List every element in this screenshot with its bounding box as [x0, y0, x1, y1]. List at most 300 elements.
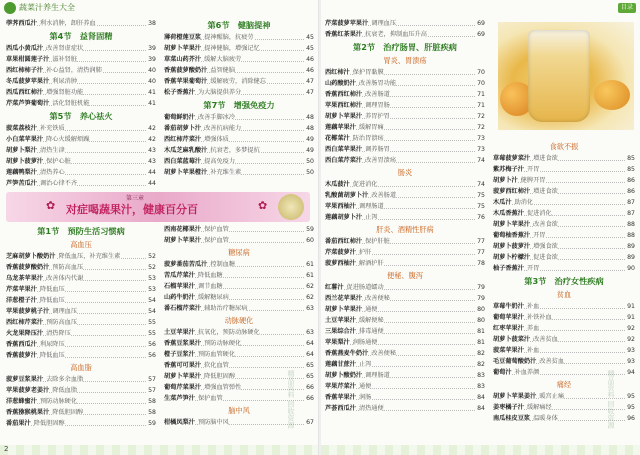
recipe-name: 香蕉燕麦牛奶汁: [325, 350, 369, 357]
recipe-benefit: 改善贫血: [539, 358, 565, 365]
recipe-benefit: 降低血脂: [52, 387, 78, 394]
recipe-name: 芦笋苦瓜汁: [6, 180, 37, 187]
page-ref: 61: [306, 272, 314, 279]
recipe-benefit: 补充维生素: [210, 169, 242, 176]
recipe-name: 草莓牛奶汁: [493, 303, 524, 310]
toc-entry: [164, 145, 314, 156]
juice-glass-icon: [528, 30, 590, 122]
page-ref: 92: [627, 336, 635, 343]
toc-entry: [6, 284, 156, 295]
watermark: 精品资料 回收资源: [287, 370, 295, 429]
recipe-benefit: 清热生津: [39, 147, 65, 154]
page-ref: 88: [627, 232, 635, 239]
recipe-benefit: 补血养颜: [514, 369, 540, 376]
category-heading: 糖尿病: [228, 248, 250, 257]
recipe-name: 土豆苹果汁: [325, 317, 356, 324]
recipe-name: 番茄果汁: [6, 420, 31, 427]
toc-entry: [164, 76, 314, 87]
toc-entry: [6, 178, 156, 189]
recipe-name: 菠萝西柚汁: [325, 260, 356, 267]
toc-entry: [325, 370, 485, 381]
toc-entry: [164, 235, 314, 246]
page-ref: 94: [627, 369, 635, 376]
recipe-name: 胡萝卜苹果汁: [325, 306, 363, 313]
toc-entry: [164, 292, 314, 303]
left-header: [0, 0, 319, 16]
recipe-name: 香蕉菠萝酸奶汁: [164, 67, 208, 74]
recipe-name: 石榴苹果汁: [164, 283, 195, 290]
toc-entry: [325, 67, 485, 78]
recipe-benefit: 改善体内代谢: [46, 275, 84, 282]
page-ref: 82: [477, 350, 485, 357]
page-ref: 83: [477, 383, 485, 390]
toc-entry: [325, 392, 485, 403]
recipe-benefit: 调理肠道: [365, 372, 390, 379]
page-ref: 91: [627, 303, 635, 310]
recipe-benefit: 降低血压: [39, 286, 65, 293]
chapter-number: 第三章: [126, 195, 145, 202]
toc-entry: [6, 328, 156, 339]
recipe-benefit: 利尿降压: [39, 341, 65, 348]
toc-entry: [164, 303, 314, 314]
page-ref: 42: [148, 125, 156, 132]
page-ref: 87: [627, 199, 635, 206]
category-heading: 高血脂: [70, 363, 92, 372]
toc-entry: [6, 65, 156, 76]
toc-entry: [493, 356, 635, 367]
page-ref: 65: [306, 373, 314, 380]
recipe-benefit: 缓解便秘: [358, 317, 384, 324]
toc-entry: [325, 179, 485, 190]
recipe-name: 胡萝卜菠萝汁: [493, 243, 531, 250]
section-heading: 第3节 治疗女性疾病: [524, 276, 604, 286]
page-ref: 92: [627, 325, 635, 332]
recipe-name: 红枣苹果汁: [493, 325, 524, 332]
toc-entry: [325, 304, 485, 315]
recipe-name: 苹果西柚汁: [325, 203, 356, 210]
toc-entry: [493, 230, 635, 241]
toc-entry: [6, 306, 156, 317]
recipe-name: 番石榴芹菜汁: [164, 305, 202, 312]
recipe-benefit: 开胃: [526, 166, 540, 173]
toc-entry: [325, 111, 485, 122]
page-ref: 69: [477, 20, 485, 27]
recipe-benefit: 改善抗病能力: [204, 125, 242, 132]
recipe-benefit: 养血: [526, 325, 540, 332]
toc-entry: [6, 396, 156, 407]
toc-entry: [164, 87, 314, 98]
recipe-benefit: 抗氧化，预防动脉硬化: [197, 329, 260, 336]
page-ref: 41: [148, 100, 156, 107]
recipe-name: 花椰菜汁: [325, 135, 350, 142]
recipe-benefit: 提神健脑，增强记忆: [204, 45, 260, 52]
recipe-benefit: 改善胃溃疡: [365, 157, 397, 164]
recipe-benefit: 抗衰老，抑制血压升高: [365, 31, 427, 38]
toc-entry: [6, 18, 156, 29]
page-ref: 45: [306, 45, 314, 52]
toc-entry: [164, 327, 314, 338]
recipe-benefit: 润肠通便: [352, 339, 378, 346]
recipe-benefit: 降低胆固醇: [33, 420, 65, 427]
page-ref: 38: [148, 20, 156, 27]
toc-entry: [164, 270, 314, 281]
toc-entry: [493, 334, 635, 345]
page-ref: 62: [306, 283, 314, 290]
recipe-benefit: 去除多余血脂: [46, 376, 84, 383]
recipe-benefit: 增强体质: [204, 136, 229, 143]
page-ref: 57: [148, 376, 156, 383]
recipe-name: 芦荟西瓜汁: [325, 405, 356, 412]
toc-entry: [493, 312, 635, 323]
page-ref: 52: [148, 253, 156, 260]
toc-entry: [6, 262, 156, 273]
category-heading: 食欲不振: [549, 142, 579, 151]
toc-entry: [493, 153, 635, 164]
recipe-benefit: 排毒通便: [358, 328, 384, 335]
recipe-benefit: 改善便秘: [371, 350, 397, 357]
recipe-name: 胡萝卜苹果橙汁: [164, 169, 208, 176]
page-ref: 43: [148, 147, 156, 154]
recipe-benefit: 助消化: [514, 199, 534, 206]
recipe-name: 葡萄柚香蕉汁: [493, 232, 531, 239]
recipe-name: 胡萝卜汁: [493, 177, 518, 184]
recipe-name: 山药牛奶汁: [164, 294, 195, 301]
recipe-name: 火龙果降压汁: [6, 330, 44, 337]
recipe-benefit: 改善贫血: [533, 336, 558, 343]
page-ref: 52: [148, 264, 156, 271]
recipe-name: 胡萝卜苹果汁: [325, 113, 363, 120]
page-ref: 50: [306, 158, 314, 165]
toc-entry: [6, 251, 156, 262]
toc-entry: [6, 295, 156, 306]
toc-entry: [493, 175, 635, 186]
recipe-benefit: 利水消肿，卸肝养血: [39, 20, 96, 27]
toc-entry: [6, 134, 156, 145]
recipe-benefit: 提神醒脑，抗疲劳: [204, 34, 254, 41]
recipe-name: 莲藕苹果汁: [325, 124, 356, 131]
recipe-name: 胡萝卜苹果汁: [164, 45, 202, 52]
toc-entry: [164, 338, 314, 349]
recipe-name: 洋葱橙子汁: [6, 297, 37, 304]
recipe-benefit: 暖宫止痛: [539, 393, 565, 400]
category-heading: 肝炎、酒精性肝病: [376, 225, 434, 234]
recipe-benefit: 滋补肾脏: [52, 56, 78, 63]
category-heading: 痛经: [556, 380, 572, 389]
recipe-benefit: 补血: [526, 347, 540, 354]
page-ref: 53: [148, 286, 156, 293]
toc-entry: [493, 345, 635, 356]
page-ref: 55: [148, 330, 156, 337]
page-ref: 89: [627, 243, 635, 250]
toc-entry: [6, 156, 156, 167]
page-ref: 40: [148, 67, 156, 74]
page-ref: 56: [148, 341, 156, 348]
recipe-name: 木瓜芝麻乳酸汁: [164, 147, 208, 154]
toc-entry: [493, 197, 635, 208]
toc-entry: [164, 281, 314, 292]
page-ref: 66: [306, 395, 314, 402]
recipe-name: 芹菜菠萝汁: [325, 249, 356, 256]
recipe-name: 草莓菠萝菜汁: [493, 155, 531, 162]
recipe-name: 苹果菠萝桃子汁: [6, 308, 50, 315]
page-ref: 48: [306, 114, 314, 121]
toc-entry: [6, 87, 156, 98]
recipe-benefit: 缓解胃痛: [358, 124, 384, 131]
page-ref: 44: [148, 169, 156, 176]
book-logo-icon: [4, 2, 16, 14]
recipe-name: 香蕉菠萝汁: [6, 352, 37, 359]
toc-entry: [164, 259, 314, 270]
page-ref: 86: [627, 188, 635, 195]
recipe-benefit: 健脾开胃: [520, 177, 546, 184]
toc-entry: [164, 167, 314, 178]
toc-entry: [325, 201, 485, 212]
toc-entry: [493, 186, 635, 197]
recipe-name: 西红柿柿子汁: [6, 67, 44, 74]
toc-column-2: [164, 18, 314, 178]
toc-entry: [164, 65, 314, 76]
page-ref: 65: [306, 362, 314, 369]
recipe-benefit: 降低血压: [39, 352, 65, 359]
toc-entry: [325, 212, 485, 223]
recipe-benefit: 改善手脚冰冷: [197, 114, 236, 121]
page-ref: 49: [306, 136, 314, 143]
recipe-name: 胡萝卜苹果汁: [164, 373, 202, 380]
category-heading: 贫血: [556, 290, 572, 299]
recipe-benefit: 为大脑提供养分: [197, 89, 242, 96]
recipe-name: 草果柑圆莲子汁: [6, 56, 50, 63]
recipe-name: 莲藕甘蔗汁: [325, 361, 356, 368]
recipe-benefit: 增进食欲: [533, 155, 558, 162]
toc-entry: [325, 78, 485, 89]
toc-entry: [493, 241, 635, 252]
page-ref: 39: [148, 45, 156, 52]
category-heading: 高血压: [70, 240, 92, 249]
juice-photo: [498, 22, 634, 130]
toc-entry: [493, 323, 635, 334]
toc-entry: [325, 100, 485, 111]
page-ref: 72: [477, 124, 485, 131]
page-ref: 48: [306, 125, 314, 132]
category-heading: 脑中风: [228, 406, 250, 415]
page-ref: 70: [477, 80, 485, 87]
recipe-name: 葡萄汁: [493, 369, 512, 376]
recipe-benefit: 改善肠道: [365, 91, 390, 98]
recipe-name: 南瓜桂皮豆浆: [493, 415, 531, 422]
recipe-name: 毛豆葡萄酸奶汁: [493, 358, 537, 365]
toc-entry: [164, 134, 314, 145]
page-ref: 62: [306, 294, 314, 301]
recipe-name: 苹果菠萝老姜汁: [6, 387, 50, 394]
page-ref: 61: [306, 261, 314, 268]
page-ref: 67: [306, 419, 314, 426]
recipe-name: 松子香蕉汁: [164, 89, 195, 96]
toc-entry: [325, 133, 485, 144]
recipe-name: 西白菜蓝莓汁: [164, 158, 202, 165]
section-heading: 第5节 养心祛火: [49, 111, 113, 121]
recipe-benefit: 润肠: [358, 394, 372, 401]
toc-entry: [325, 89, 485, 100]
toc-entry: [164, 112, 314, 123]
page-ref: 55: [148, 319, 156, 326]
page-ref: 86: [627, 177, 635, 184]
recipe-name: 胡萝卜苹果姜汁: [493, 393, 537, 400]
recipe-name: 西红柿芹菜汁: [6, 319, 44, 326]
page-ref: 64: [306, 351, 314, 358]
left-page: [0, 0, 319, 455]
section-heading: 第7节 增强免疫力: [203, 100, 275, 110]
recipe-name: 西红柿汁: [325, 69, 350, 76]
toc-entry: [325, 348, 485, 359]
category-heading: 胃炎、胃溃疡: [383, 56, 427, 65]
left-footer-band: [0, 445, 319, 455]
recipe-name: 冬瓜菠萝苹果汁: [6, 78, 50, 85]
recipe-benefit: 缓解痛经: [526, 404, 552, 411]
recipe-benefit: 降低血糖: [197, 272, 223, 279]
page-ref: 69: [477, 31, 485, 38]
page-ref: 75: [477, 192, 485, 199]
recipe-name: 洋葱蜂蜜汁: [6, 398, 37, 405]
recipe-benefit: 通便: [365, 306, 378, 313]
orange-fruit-icon: [594, 80, 630, 110]
recipe-name: 胡萝卜柠檬汁: [493, 254, 531, 261]
page-ref: 70: [477, 69, 485, 76]
toc-entry: [325, 29, 485, 40]
recipe-benefit: 调理肠道: [358, 203, 384, 210]
recipe-name: 芝麻胡萝卜酸奶汁: [6, 253, 56, 260]
chapter-banner: [6, 192, 310, 222]
toc-column-5: [325, 18, 485, 414]
recipe-name: 西南花椰果汁: [164, 226, 202, 233]
toc-entry: [164, 54, 314, 65]
recipe-name: 山药酸奶汁: [325, 80, 356, 87]
page-ref: 90: [627, 265, 635, 272]
toc-entry: [6, 273, 156, 284]
page-ref: 46: [306, 56, 314, 63]
recipe-name: 莲藕胡萝卜汁: [325, 214, 363, 221]
section-heading: 第4节 益肾固精: [49, 31, 113, 41]
toc-entry: [493, 208, 635, 219]
page-ref: 50: [306, 169, 314, 176]
watermark: 精品资料 回收资源: [607, 370, 615, 429]
toc-entry: [164, 224, 314, 235]
toc-entry: [325, 337, 485, 348]
page-ref: 91: [627, 314, 635, 321]
toc-entry: [164, 123, 314, 134]
recipe-benefit: 抗衰老，多梦提抗: [210, 147, 260, 154]
page-ref: 79: [477, 284, 485, 291]
toc-entry: [164, 32, 314, 43]
toc-entry: [325, 122, 485, 133]
category-heading: 肠炎: [397, 168, 413, 177]
page-ref: 71: [477, 102, 485, 109]
toc-entry: [493, 301, 635, 312]
page-ref: 54: [148, 308, 156, 315]
recipe-name: 红薯汁: [325, 284, 344, 291]
page-ref: 64: [306, 340, 314, 347]
recipe-name: 菠菜荔枝汁: [6, 125, 37, 132]
page-ref: 59: [148, 420, 156, 427]
recipe-name: 葡萄苹果汁: [493, 314, 524, 321]
recipe-benefit: 控制血糖: [210, 261, 236, 268]
page-ref: 71: [477, 91, 485, 98]
section-heading: 第2节 治疗肠胃、肝脏疾病: [353, 42, 457, 52]
toc-entry: [325, 403, 485, 414]
toc-entry: [164, 349, 314, 360]
recipe-benefit: 增强肾脏功能: [46, 89, 84, 96]
recipe-name: 芹菜芦笋葡萄汁: [6, 100, 50, 107]
page-ref: 47: [306, 78, 314, 85]
recipe-benefit: 开胃: [533, 232, 546, 239]
page-ref: 56: [148, 352, 156, 359]
toc-entry: [164, 43, 314, 54]
recipe-benefit: 改善肾虚症状: [46, 45, 84, 52]
recipe-name: 香蕉菠萝酸奶汁: [6, 264, 50, 271]
recipe-benefit: 改善肠胃功能: [358, 80, 397, 87]
recipe-benefit: 促进消化: [352, 181, 378, 188]
page-ref: 88: [627, 221, 635, 228]
recipe-benefit: 增强血管弹性: [204, 384, 242, 391]
recipe-name: 菠菜苹果汁: [493, 347, 524, 354]
page-ref: 63: [306, 329, 314, 336]
page-ref: 58: [148, 409, 156, 416]
recipe-benefit: 提高免疫力: [204, 158, 236, 165]
recipe-benefit: 降低胆固醇: [204, 373, 236, 380]
page-ref: 96: [627, 415, 635, 422]
toc-entry: [325, 155, 485, 166]
recipe-benefit: 增进食欲: [533, 188, 558, 195]
recipe-benefit: 缓解疲劳，消除健忘: [210, 78, 266, 85]
recipe-benefit: 止泻: [358, 361, 372, 368]
recipe-name: 西瓜小黄瓜汁: [6, 45, 44, 52]
toc-entry: [6, 374, 156, 385]
recipe-name: 香蕉可可果汁: [164, 362, 202, 369]
toc-entry: [6, 407, 156, 418]
toc-entry: [325, 359, 485, 370]
toc-entry: [6, 418, 156, 429]
recipe-benefit: 保护肝脏: [365, 238, 390, 245]
toc-entry: [325, 236, 485, 247]
page-ref: 42: [148, 136, 156, 143]
toc-entry: [493, 219, 635, 230]
recipe-name: 木瓜菠汁: [325, 181, 350, 188]
page-ref: 76: [477, 214, 485, 221]
juice-cup-icon: [278, 194, 304, 220]
recipe-name: 苹果西红柿汁: [325, 102, 363, 109]
recipe-name: 番茄胡萝卜汁: [164, 125, 202, 132]
recipe-benefit: 降低胆固醇: [52, 409, 84, 416]
toc-entry: [6, 145, 156, 156]
recipe-name: 柚子香蕉汁: [493, 265, 524, 272]
recipe-name: 胡萝卜酸奶汁: [325, 372, 363, 379]
recipe-name: 胡萝卜苹果汁: [164, 237, 202, 244]
recipe-name: 葡萄芹菜果汁: [164, 384, 202, 391]
recipe-benefit: 改善便秘: [365, 295, 390, 302]
recipe-benefit: 解酒护肝: [358, 260, 384, 267]
recipe-benefit: 调理血压: [52, 308, 78, 315]
page-ref: 81: [477, 339, 485, 346]
recipe-benefit: 软化血管: [204, 362, 229, 369]
recipe-name: 香蕉西红柿汁: [325, 91, 363, 98]
page-ref: 84: [477, 394, 485, 401]
recipe-name: 菠萝番茄苦瓜汁: [164, 261, 208, 268]
recipe-name: 胡萝卜梨汁: [6, 147, 37, 154]
toc-entry: [325, 258, 485, 269]
recipe-benefit: 促进食欲: [533, 254, 558, 261]
toc-entry: [493, 252, 635, 263]
toc-entry: [6, 54, 156, 65]
recipe-benefit: 增强食欲: [533, 243, 558, 250]
